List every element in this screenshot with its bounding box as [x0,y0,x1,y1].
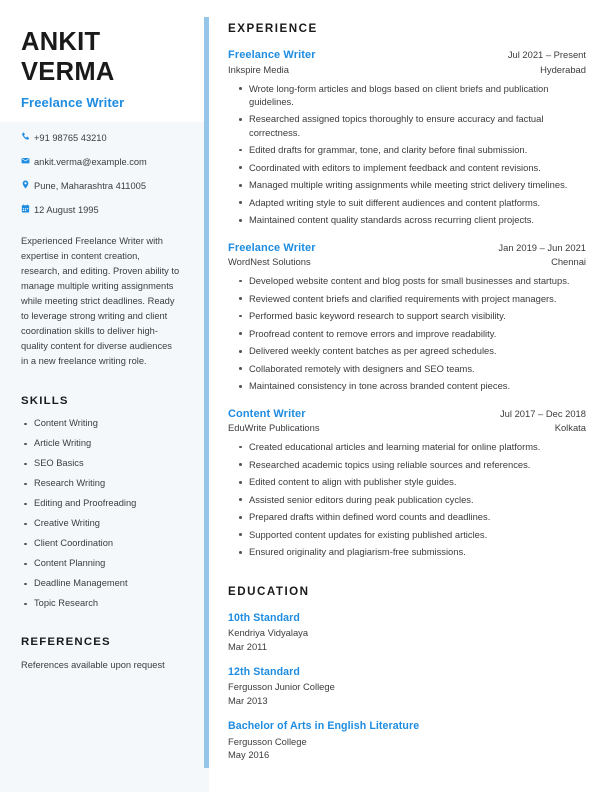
experience-company: WordNest Solutions [228,256,311,268]
contact-item-location [21,180,184,192]
list-item: Created educational articles and learning material for online platforms. [228,440,586,453]
location-pin-icon [21,180,34,189]
list-item: Coordinated with editors to implement feedback and content revisions. [228,161,586,174]
email-icon [21,156,34,165]
experience-entry-subheader [228,256,586,267]
list-item: SEO Basics [21,458,184,470]
list-item: Research Writing [21,478,184,490]
list-item: Wrote long-form articles and blogs based on client briefs and publication guidelines. [228,82,586,109]
contact-item-email [21,156,184,168]
experience-entry-header [228,408,586,420]
contact-value-email: ankit.verma@example.com [34,156,147,167]
list-item: Developed website content and blog posts for small businesses and startups. [228,274,586,287]
education-school: Fergusson College [228,735,307,747]
list-item: Researched academic topics using reliable sources and references. [228,458,586,471]
list-item: Prepared drafts within defined word counts and deadlines. [228,510,586,523]
contact-item-phone [21,132,184,144]
skills-list [21,418,184,610]
experience-company: EduWrite Publications [228,422,320,434]
list-item: Reviewed content briefs and clarified requirements with project managers. [228,292,586,305]
professional-summary: Experienced Freelance Writer with expertise in content creation, research, and editing. Proven ability to manage multiple writing assignments while meeting strict deadlines. Ready to leverage strong writing and client coordination skills to deliver high-quality content for diverse audiences in a new freelance writing role. [21,235,180,367]
list-item: Article Writing [21,438,184,450]
education-school: Fergusson Junior College [228,681,335,693]
list-item: Delivered weekly content batches as per agreed schedules. [228,344,586,357]
experience-dates: Jan 2019 – Jun 2021 [498,241,586,253]
list-item: Performed basic keyword research to support search visibility. [228,309,586,322]
experience-bullets [228,440,586,559]
experience-entry [228,242,586,393]
main-column [228,0,586,774]
experience-entry [228,49,586,227]
experience-role: Content Writer [228,407,306,420]
experience-dates: Jul 2017 – Dec 2018 [499,407,586,419]
list-item: Managed multiple writing assignments while meeting strict delivery timelines. [228,178,586,191]
education-school: Kendriya Vidyalaya [228,627,309,639]
contact-value-phone: +91 98765 43210 [34,132,107,143]
contact-value-birthdate: 12 August 1995 [34,204,99,215]
experience-entry [228,408,586,559]
contact-item-birthdate [21,204,184,216]
experience-dates: Jul 2021 – Present [507,49,586,60]
list-item: Proofread content to remove errors and improve readability. [228,327,586,340]
list-item: Maintained content quality standards across recurring client projects. [228,213,586,226]
skills-heading: SKILLS [21,395,69,408]
contact-list [21,132,184,216]
experience-entry-subheader [228,64,586,75]
experience-heading: EXPERIENCE [228,22,318,35]
experience-bullets [228,274,586,393]
calendar-icon [21,204,34,213]
list-item: Content Planning [21,558,184,570]
experience-company: Inkspire Media [228,63,289,75]
education-date: Mar 2011 [228,640,267,652]
education-date: May 2016 [228,749,270,760]
education-entry [228,720,586,761]
sidebar-divider [204,17,209,768]
list-item: Edited content to align with publisher style guides. [228,475,586,488]
experience-role: Freelance Writer [228,49,316,61]
education-degree: 12th Standard [228,665,300,678]
list-item: Assisted senior editors during peak publication cycles. [228,493,586,506]
references-text: References available upon request [21,660,165,670]
experience-entry-subheader [228,422,586,433]
experience-entry-header [228,242,586,254]
phone-icon [21,132,34,141]
list-item: Topic Research [21,598,184,610]
list-item: Edited drafts for grammar, tone, and clarity before final submission. [228,143,586,156]
list-item: Creative Writing [21,518,184,530]
list-item: Content Writing [21,418,184,430]
education-degree: Bachelor of Arts in English Literature [228,720,420,733]
experience-location: Hyderabad [540,63,586,75]
experience-bullets [228,82,586,227]
candidate-name [21,28,184,88]
education-degree: 10th Standard [228,611,300,624]
experience-entry-header [228,49,586,61]
education-entry [228,612,586,653]
candidate-job-title: Freelance Writer [21,94,125,110]
list-item: Editing and Proofreading [21,498,184,510]
education-entry [228,666,586,707]
list-item: Client Coordination [21,538,184,550]
list-item: Maintained consistency in tone across branded content pieces. [228,379,586,392]
education-date: Mar 2013 [228,694,268,706]
list-item: Adapted writing style to suit different audiences and content platforms. [228,196,586,209]
experience-role: Freelance Writer [228,241,316,254]
list-item: Collaborated remotely with designers and SEO teams. [228,362,586,375]
list-item: Ensured originality and plagiarism-free submissions. [228,545,586,558]
experience-location: Kolkata [554,422,586,434]
candidate-last-name: VERMA [21,57,115,86]
references-heading: REFERENCES [21,636,111,648]
education-heading: EDUCATION [228,584,310,598]
contact-value-location: Pune, Maharashtra 411005 [34,180,146,191]
list-item: Supported content updates for existing published articles. [228,528,586,541]
list-item: Deadline Management [21,578,184,590]
sidebar-content [0,0,204,792]
experience-location: Chennai [551,256,586,268]
candidate-first-name: ANKIT [21,28,101,56]
list-item: Researched assigned topics thoroughly to ensure accuracy and factual correctness. [228,112,586,139]
